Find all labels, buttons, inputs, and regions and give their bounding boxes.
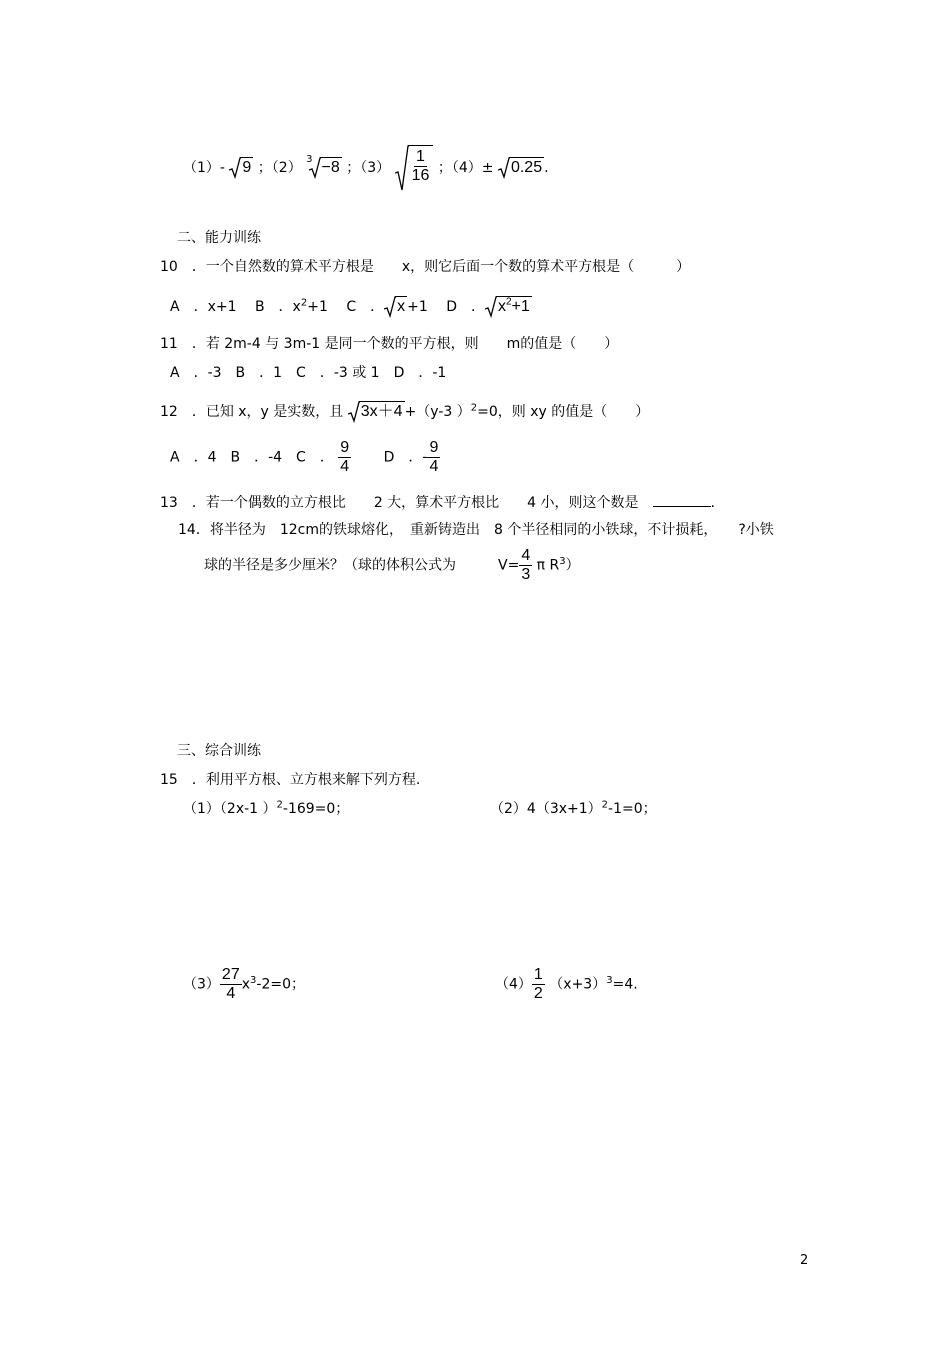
q12-stem: 12 ．已知 x，y 是实数，且 3x＋4 +（y-3 ）$^2$=0，则 xy 的值是（ ） (160, 401, 649, 423)
q10-stem: 10 ．一个自然数的算术平方根是 x，则它后面一个数的算术平方根是（ ） (160, 259, 691, 275)
q15-part2: $(2)4(3x+1)^2-1=0$； (490, 799, 657, 817)
sqrt-9: 9 (229, 157, 253, 179)
q15-part4: （4） $\frac{1}{2}$ $(x+3)^3=4$. (495, 966, 638, 1002)
fraction-four-thirds: $\frac{4}{3}$ (521, 547, 531, 583)
q10-options: A ．x+1 B ．$x^2+1$ C ． x +1 D ． $x^2+1$ (170, 296, 532, 318)
q11-options: A ．-3 B ．1 C ．-3 或 1 D ．-1 (170, 365, 447, 381)
section3-title: 三、综合训练 (177, 743, 261, 759)
q15-stem: 15 ．利用平方根、立方根来解下列方程. (160, 772, 421, 788)
fraction-27-fourths: $\frac{27}{4}$ (221, 966, 240, 1002)
fraction-nine-fourths-neg: $\frac{9}{4}$ (429, 439, 439, 475)
q11-stem: 11 ．若 2m-4 与 3m-1 是同一个数的平方根，则 m的值是（ ） (160, 336, 619, 352)
sqrt-3x-plus-4: 3x＋4 (348, 401, 405, 423)
sqrt-x-squared-plus-1: $x^2+1$ (485, 296, 532, 318)
q9-parts-line: （1）- 9 ；（2） $^3$ −8 ；（3） $\frac{1}{16}$ ；（4）± 0.25 . (183, 145, 549, 191)
q15-part1: （1）（2x-1 ）$^2$-169=0； (183, 799, 350, 817)
fraction-one-half: $\frac{1}{2}$ (533, 966, 543, 1002)
sqrt-x: x (384, 296, 407, 318)
answer-blank[interactable] (653, 492, 711, 507)
sqrt-one-sixteenth: $\frac{1}{16}$ (395, 145, 434, 191)
q13-stem: 13 ．若一个偶数的立方根比 2 大，算术平方根比 4 小，则这个数是 . (160, 492, 715, 513)
page-number: 2 (800, 1253, 809, 1268)
section2-title: 二、能力训练 (177, 230, 261, 246)
q15-part3: （3） $\frac{27}{4}$ $x^3-2=0$； (183, 966, 305, 1002)
cbrt-minus-8: $^3$ −8 (306, 154, 340, 176)
fraction-nine-fourths: $\frac{9}{4}$ (340, 439, 350, 475)
sqrt-0-25: 0.25 (498, 157, 544, 179)
q12-options: A ．4 B ．-4 C ． $\frac{9}{4}$ D ．- $\frac{9}{4}$ (170, 439, 439, 475)
q14-line1: 14．将半径为 12cm的铁球熔化， 重新铸造出 8 个半径相同的小铁球，不计损耗， ?小铁 (178, 522, 774, 538)
q14-line2: 球的半径是多少厘米？（球的体积公式为 V= $\frac{4}{3}$ π $R^3$） (204, 547, 580, 583)
